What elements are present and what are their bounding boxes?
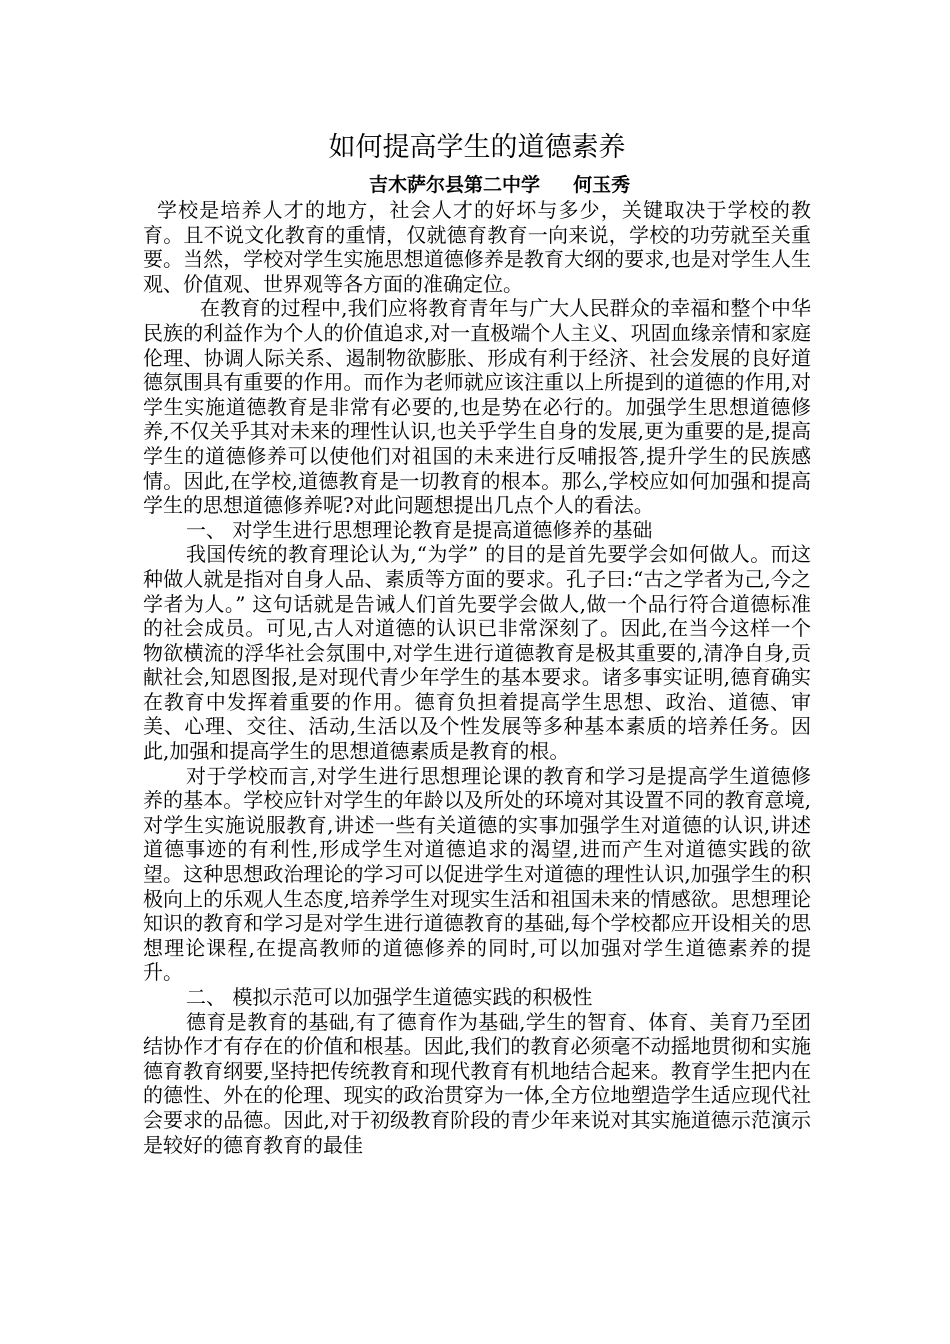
section-heading-1: 一、 对学生进行思想理论教育是提高道德修养的基础 xyxy=(186,517,653,542)
paragraph-intro: 学校是培养人才的地方，社会人才的好坏与多少，关键取决于学校的教育。且不说文化教育的重情，仅就德育教育一向来说，学校的功劳就至关重要。当然，学校对学生实施思想道德修养是教育大纲的要求,也是对学生人生观、价值观、世界观等各方面的准确定位。 xyxy=(143,198,811,296)
author-line: 吉木萨尔县第二中学 何玉秀 xyxy=(369,174,631,196)
paragraph-education-process: 在教育的过程中,我们应将教育青年与广大人民群众的幸福和整个中华民族的利益作为个人的价值追求,对一直极端个人主义、巩固血缘亲情和家庭伦理、协调人际关系、遏制物欲膨胀、形成有利于经济、社会发展的良好道德氛围具有重要的作用。而作为老师就应该注重以上所提到的道德的作用,对学生实施道德教育是非常有必要的,也是势在必行的。加强学生思想道德修养,不仅关乎其对未来的理性认识,也关乎学生自身的发展,更为重要的是,提高学生的道德修养可以使他们对祖国的未来进行反哺报答,提升学生的民族感情。因此,在学校,道德教育是一切教育的根本。那么,学校应如何加强和提高学生的思想道德修养呢?对此问题想提出几点个人的看法。 xyxy=(143,296,811,518)
section-heading-2: 二、 模拟示范可以加强学生道德实践的积极性 xyxy=(186,985,593,1009)
paragraph-moral-foundation: 德育是教育的基础,有了德育作为基础,学生的智育、体育、美育乃至团结协作才有存在的价值和根基。因此,我们的教育必须毫不动摇地贯彻和实施德育教育纲要,坚持把传统教育和现代教育有机地结合起来。教育学生把内在的德性、外在的伦理、现实的政治贯穿为一体,全方位地塑造学生适应现代社会要求的品德。因此,对于初级教育阶段的青少年来说对其实施道德示范演示是较好的德育教育的最佳 xyxy=(143,1009,811,1157)
document-page xyxy=(143,128,811,1157)
document-title: 如何提高学生的道德素养 xyxy=(328,132,626,163)
paragraph-traditional-theory: 我国传统的教育理论认为,“为学” 的目的是首先要学会如何做人。而这种做人就是指对自身人品、素质等方面的要求。孔子曰:“古之学者为己,今之学者为人。” 这句话就是告诫人们首先要学会做人,做一个品行符合道德标准的社会成员。可见,古人对道德的认识已非常深刻了。因此,在当今这样一个物欲横流的浮华社会氛围中,对学生进行道德教育是极其重要的,清净自身,贡献社会,知恩图报,是对现代青少年学生的基本要求。诸多事实证明,德育确实在教育中发挥着重要的作用。德育负担着提高学生思想、政治、道德、审美、心理、交往、活动,生活以及个性发展等多种基本素质的培养任务。因此,加强和提高学生的思想道德素质是教育的根。 xyxy=(143,542,811,764)
paragraph-school-perspective: 对于学校而言,对学生进行思想理论课的教育和学习是提高学生道德修养的基本。学校应针对学生的年龄以及所处的环境对其设置不同的教育意境,对学生实施说服教育,讲述一些有关道德的实事加强学生对道德的认识,讲述道德事迹的有利性,形成学生对道德追求的渴望,进而产生对道德实践的欲望。这种思想政治理论的学习可以促进学生对道德的理性认识,加强学生的积极向上的乐观人生态度,培养学生对现实生活和祖国未来的情感欲。思想理论知识的教育和学习是对学生进行道德教育的基础,每个学校都应开设相关的思想理论课程,在提高教师的道德修养的同时,可以加强对学生道德素养的提升。 xyxy=(143,763,811,985)
